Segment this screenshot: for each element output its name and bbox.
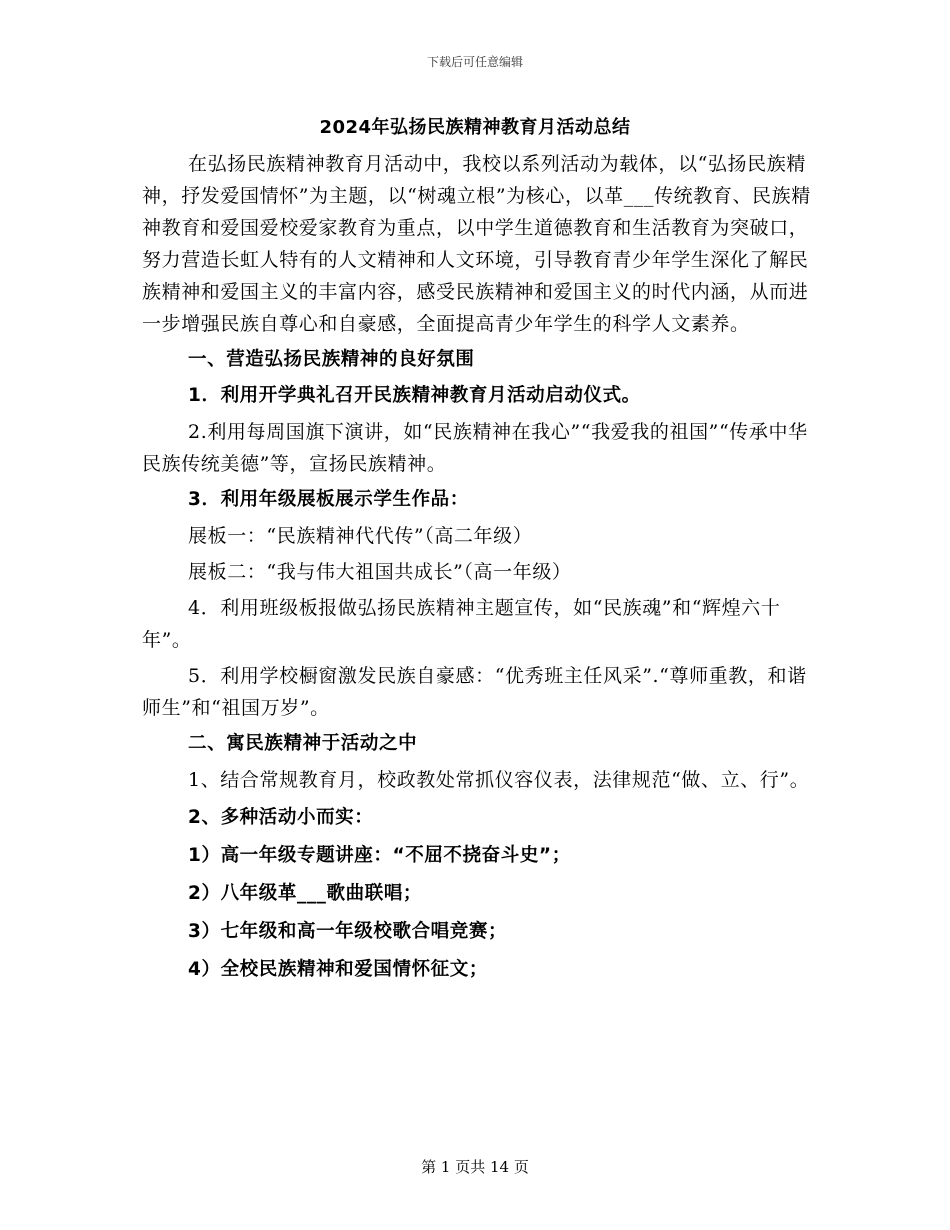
list-item: 3．利用年级展板展示学生作品： <box>188 489 469 510</box>
list-item: 展板一：“民族精神代代传”（高二年级） <box>188 525 533 547</box>
page-header: 下载后可任意编辑 <box>426 55 523 69</box>
list-item: 2、多种活动小而实： <box>188 807 374 828</box>
document-title: 2024年弘扬民族精神教育月活动总结 <box>319 117 631 138</box>
list-item: 3）七年级和高一年级校歌合唱竞赛； <box>188 921 508 942</box>
list-item: 1．利用开学典礼召开民族精神教育月活动启动仪式。 <box>188 385 641 406</box>
document-body <box>142 148 822 986</box>
list-item: 2.利用每周国旗下演讲，如“民族精神在我心”“我爱我的祖国”“传承中华民族传统美德”等，宣扬民族精神。 <box>142 421 808 475</box>
list-item: 2）八年级革___歌曲联唱； <box>188 883 423 904</box>
section-heading-2: 二、寓民族精神于活动之中 <box>188 733 418 754</box>
page-footer: 第 1 页共 14 页 <box>421 1158 529 1176</box>
list-item: 4．利用班级板报做弘扬民族精神主题宣传，如“民族魂”和“辉煌六十年”。 <box>142 597 781 651</box>
list-item: 1）高一年级专题讲座：“不屈不挠奋斗史”； <box>188 845 571 866</box>
list-item: 展板二：“我与伟大祖国共成长”（高一年级） <box>188 561 572 583</box>
list-item: 1、结合常规教育月，校政教处常抓仪容仪表，法律规范“做、立、行”。 <box>188 769 810 791</box>
intro-paragraph: 在弘扬民族精神教育月活动中，我校以系列活动为载体，以“弘扬民族精神，抒发爱国情怀”为主题，以“树魂立根”为核心，以革___传统教育、民族精神教育和爱国爱校爱家教育为重点，以中学生道德教育和生活教育为突破口，努力营造长虹人特有的人文精神和人文环境，引导教育青少年学生深化了解民族精神和爱国主义的丰富内容，感受民族精神和爱国主义的时代内涵，从而进一步增强民族自尊心和自豪感，全面提高青少年学生的科学人文素养。 <box>142 153 811 335</box>
list-item: 5．利用学校橱窗激发民族自豪感：“优秀班主任风采”.“尊师重教，和谐师生”和“祖国万岁”。 <box>142 665 807 719</box>
section-heading-1: 一、营造弘扬民族精神的良好氛围 <box>188 349 475 370</box>
list-item: 4）全校民族精神和爱国情怀征文； <box>188 959 488 980</box>
